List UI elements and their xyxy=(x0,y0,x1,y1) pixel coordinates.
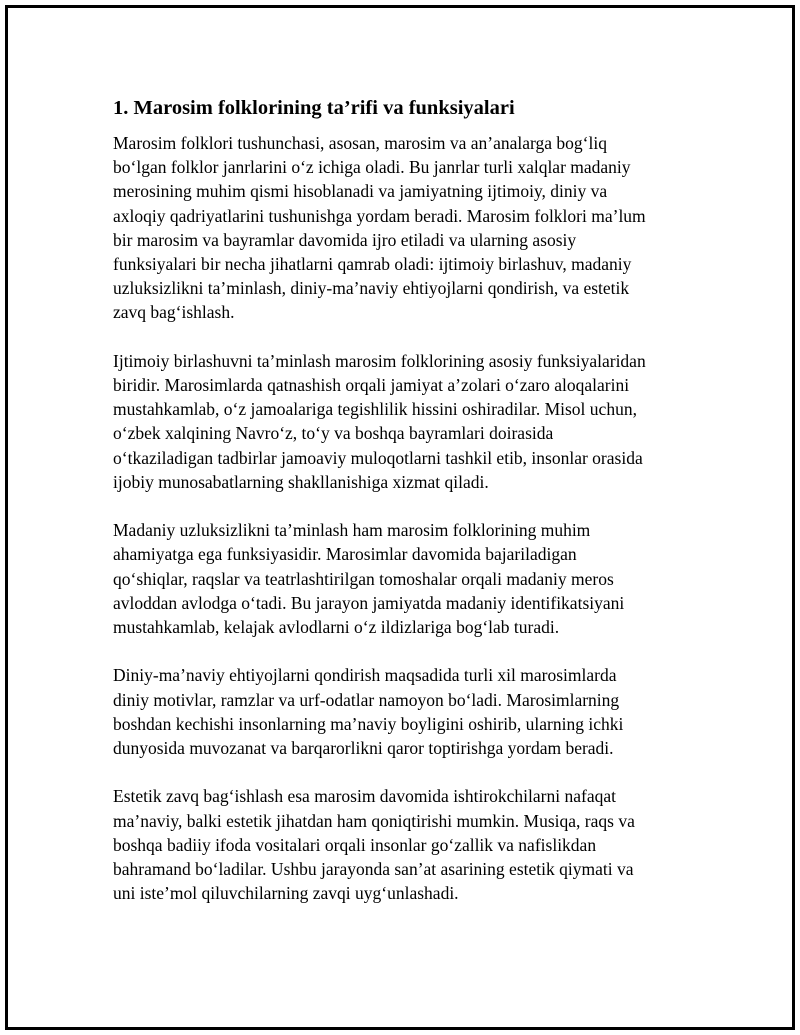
text-line: Madaniy uzluksizlikni ta’minlash ham marosim folklorining muhim xyxy=(113,520,591,541)
text-line: zavq bag‘ishlash. xyxy=(113,302,235,323)
text-line: Estetik zavq bag‘ishlash esa marosim davomida ishtirokchilarni nafaqat xyxy=(113,786,616,807)
text-line: Ijtimoiy birlashuvni ta’minlash marosim folklorining asosiy funksiyalaridan xyxy=(113,350,646,371)
text-line: o‘tkaziladigan tadbirlar jamoaviy muloqotlarni tashkil etib, insonlar orasida xyxy=(113,447,643,468)
text-line: ahamiyatga ega funksiyasidir. Marosimlar davomida bajariladigan xyxy=(113,544,577,565)
text-line: avloddan avlodga o‘tadi. Bu jarayon jamiyatda madaniy identifikatsiyani xyxy=(113,592,625,613)
document-body xyxy=(113,95,683,930)
text-line: funksiyalari bir necha jihatlarni qamrab oladi: ijtimoiy birlashuv, madaniy xyxy=(113,254,632,275)
text-line: mustahkamlab, kelajak avlodlarni o‘z ildizlariga bog‘lab turadi. xyxy=(113,617,560,638)
text-line: ma’naviy, balki estetik jihatdan ham qoniqtirishi mumkin. Musiqa, raqs va xyxy=(113,810,635,831)
text-line: bahramand bo‘ladilar. Ushbu jarayonda san’at asarining estetik qiymati va xyxy=(113,859,634,880)
paragraph-cultural-continuity xyxy=(113,518,683,639)
text-line: merosining muhim qismi hisoblanadi va jamiyatning ijtimoiy, diniy va xyxy=(113,181,608,202)
text-line: diniy motivlar, ramzlar va urf-odatlar namoyon bo‘ladi. Marosimlarning xyxy=(113,689,620,710)
text-line: axloqiy qadriyatlarini tushunishga yordam beradi. Marosim folklori ma’lum xyxy=(113,205,646,226)
text-line: bo‘lgan folklor janrlarini o‘z ichiga oladi. Bu janrlar turli xalqlar madaniy xyxy=(113,157,631,178)
paragraph-social-unity xyxy=(113,349,683,494)
paragraph-aesthetic-pleasure xyxy=(113,784,683,905)
text-line: uzluksizlikni ta’minlash, diniy-ma’naviy ehtiyojlarni qondirish, va estetik xyxy=(113,278,630,299)
text-line: uni iste’mol qiluvchilarning zavqi uyg‘unlashadi. xyxy=(113,883,459,904)
paragraph-spiritual-needs xyxy=(113,663,683,760)
text-line: ijobiy munosabatlarning shakllanishiga xizmat qiladi. xyxy=(113,471,489,492)
text-line: o‘zbek xalqining Navro‘z, to‘y va boshqa bayramlari doirasida xyxy=(113,423,554,444)
text-line: bir marosim va bayramlar davomida ijro etiladi va ularning asosiy xyxy=(113,229,577,250)
text-line: mustahkamlab, o‘z jamoalariga tegishlilik hissini oshiradilar. Misol uchun, xyxy=(113,399,637,420)
section-heading: 1. Marosim folklorining ta’rifi va funksiyalari xyxy=(113,97,515,119)
text-line: qo‘shiqlar, raqslar va teatrlashtirilgan tomoshalar orqali madaniy meros xyxy=(113,568,614,589)
text-line: boshqa badiiy ifoda vositalari orqali insonlar go‘zallik va nafislikdan xyxy=(113,834,597,855)
text-line: Diniy-ma’naviy ehtiyojlarni qondirish maqsadida turli xil marosimlarda xyxy=(113,665,617,686)
text-line: biridir. Marosimlarda qatnashish orqali jamiyat a’zolari o‘zaro aloqalarini xyxy=(113,375,630,396)
paragraph-definition xyxy=(113,131,683,325)
text-line: Marosim folklori tushunchasi, asosan, marosim va an’analarga bog‘liq xyxy=(113,133,607,153)
text-line: boshdan kechishi insonlarning ma’naviy boyligini oshirib, ularning ichki xyxy=(113,713,624,734)
text-line: dunyosida muvozanat va barqarorlikni qaror toptirishga yordam beradi. xyxy=(113,738,614,759)
